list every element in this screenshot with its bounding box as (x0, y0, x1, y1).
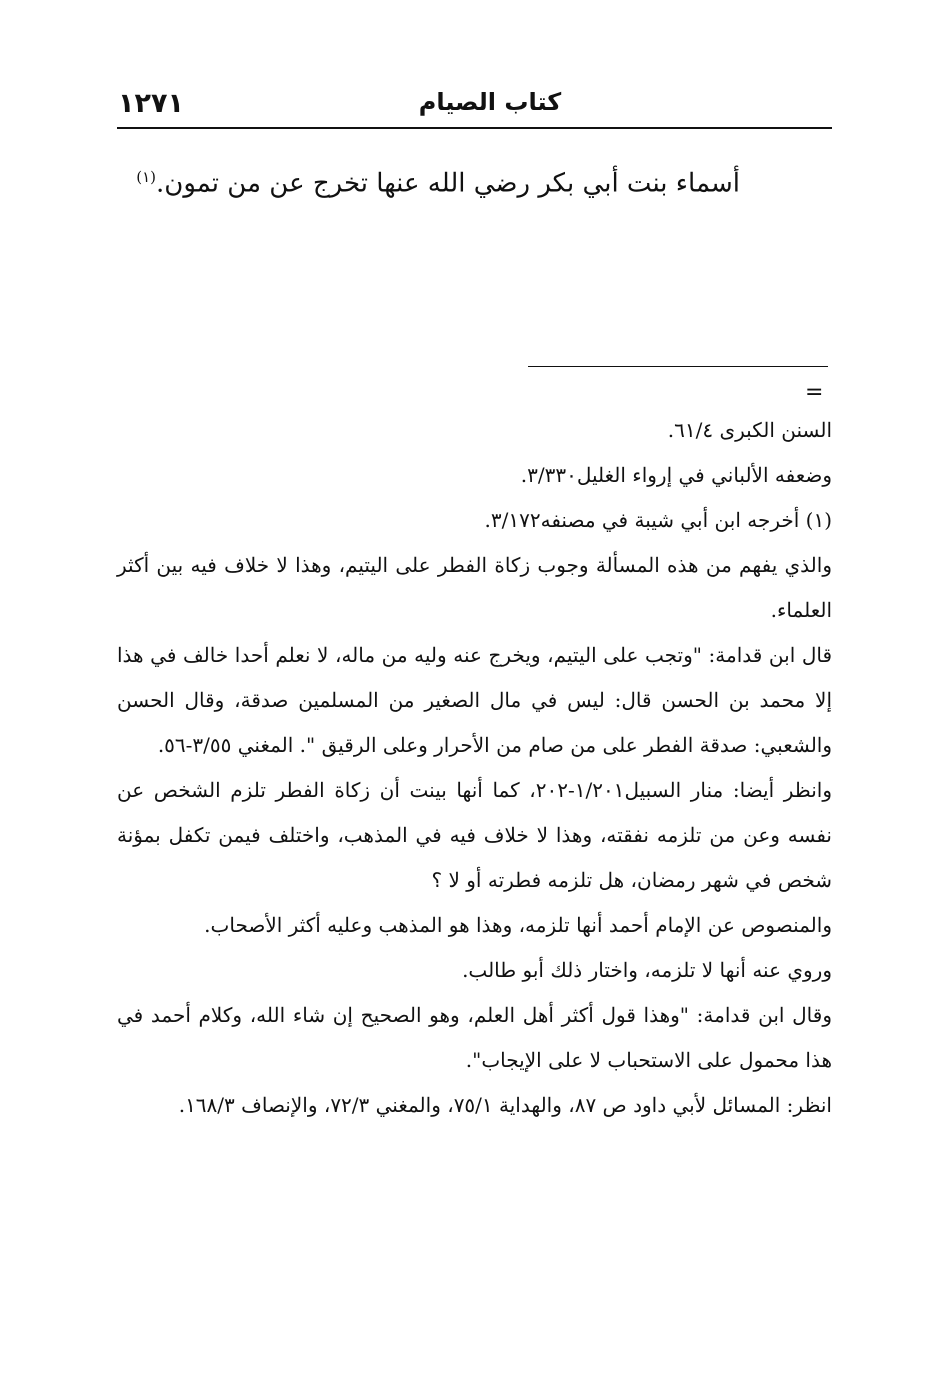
footnote-line: السنن الكبرى ٦١/٤. (667, 418, 832, 442)
footnote-paragraph: انظر: المسائل لأبي داود ص ٨٧، والهداية ٧٥/١، والمغني ٧٢/٣، والإنصاف ١٦٨/٣. (178, 1093, 832, 1117)
footnote-paragraph: وقال ابن قدامة: "وهذا قول أكثر أهل العلم، وهو الصحيح إن شاء الله، وكلام أحمد في هذا محمول على الاستحباب لا على الإيجاب". (117, 1003, 832, 1072)
running-title: كتاب الصيام (418, 88, 562, 116)
footnote-reference: (١) (136, 168, 156, 186)
footnotes-block (117, 408, 832, 1128)
footnote-continuation-mark: = (805, 380, 824, 405)
footnote-paragraph: وانظر أيضا: منار السبيل١/٢٠١-٢٠٢، كما أنها بينت أن زكاة الفطر تلزم الشخص عن نفسه وعن من تلزمه نفقته، وهذا لا خلاف فيه في المذهب، واختلف فيمن تكفل بمؤنة شخص في شهر رمضان، هل تلزمه فطرته أو لا ؟ (117, 778, 832, 892)
footnote-line: وضعفه الألباني في إرواء الغليل٣/٣٣٠. (520, 463, 832, 487)
footnote-paragraph: والذي يفهم من هذه المسألة وجوب زكاة الفطر على اليتيم، وهذا لا خلاف فيه بين أكثر العلماء. (117, 553, 832, 622)
header-rule (117, 127, 832, 129)
footnote-paragraph: قال ابن قدامة: "وتجب على اليتيم، ويخرج عنه وليه من ماله، لا نعلم أحدا خالف في هذا إلا محمد بن الحسن قال: ليس في مال الصغير من المسلمين صدقة، وقال الحسن والشعبي: صدقة الفطر على من صام من الأحرار وعلى الرقيق ". المغني ٣/٥٥-٥٦. (117, 643, 832, 757)
footnote-paragraph: وروي عنه أنها لا تلزمه، واختار ذلك أبو طالب. (462, 958, 832, 982)
main-text-line (136, 168, 740, 199)
footnote-paragraph: والمنصوص عن الإمام أحمد أنها تلزمه، وهذا هو المذهب وعليه أكثر الأصحاب. (204, 913, 832, 937)
footnote-separator (528, 366, 828, 367)
page-number: ١٢٧١ (118, 88, 184, 119)
main-text: أسماء بنت أبي بكر رضي الله عنها تخرج عن من تمون. (155, 168, 740, 199)
footnote-line: (١) أخرجه ابن أبي شيبة في مصنفه٣/١٧٢. (484, 508, 832, 532)
